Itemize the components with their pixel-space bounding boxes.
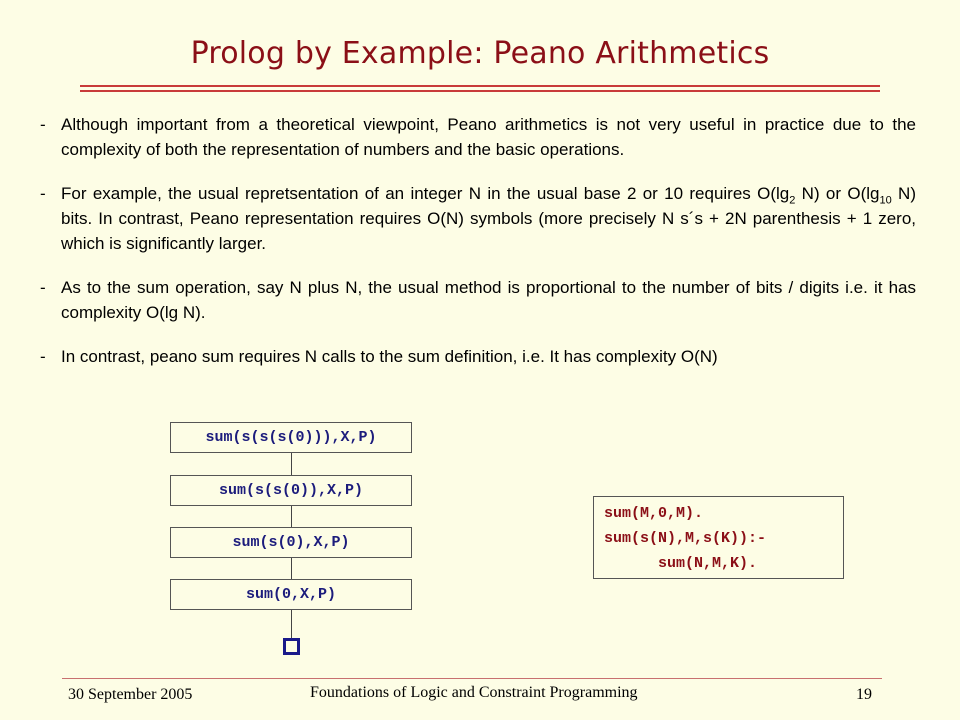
program-clause: sum(N,M,K). (604, 555, 758, 572)
bullet-text: In contrast, peano sum requires N calls to the sum definition, i.e. It has complexity O(N) (61, 347, 718, 366)
tree-connector (291, 610, 292, 638)
slide-title: Prolog by Example: Peano Arithmetics (190, 36, 770, 71)
tree-connector (291, 557, 292, 579)
bullet-item-4 (40, 344, 916, 369)
bullet-item-3 (40, 275, 916, 325)
bullet-item-2 (40, 181, 916, 256)
subscript: 2 (789, 194, 796, 207)
program-clause: sum(M,0,M). (604, 505, 704, 522)
bullet-list (40, 112, 916, 388)
bullet-dash: - (40, 347, 46, 366)
bullet-text: Although important from a theoretical viewpoint, Peano arithmetics is not very useful in practice due to the complexity of both the representation of numbers and the basic operations. (61, 115, 916, 159)
bullet-text-part: N) or O(lg (795, 184, 880, 203)
footer-date: 30 September 2005 (68, 686, 193, 703)
page-number: 19 (856, 686, 872, 703)
title-underline-top (80, 85, 880, 87)
title-underline-bottom (80, 90, 880, 92)
tree-connector (291, 505, 292, 527)
bullet-text-part: For example, the usual repretsentation of an integer N in the usual base 2 or 10 requires O(lg (61, 184, 790, 203)
tree-connector (291, 452, 292, 476)
bullet-dash: - (40, 184, 46, 203)
bullet-item-1 (40, 112, 916, 162)
success-leaf-icon (283, 638, 300, 655)
program-box (593, 496, 844, 579)
bullet-dash: - (40, 115, 46, 134)
goal-node: sum(0,X,P) (170, 579, 412, 610)
bullet-text-part: N) bits. In contrast, Peano representation requires O(N) symbols (more precisely N s´s + 2N parenthesis + 1 zero, which is significantly larger. (61, 184, 916, 253)
program-clause: sum(s(N),M,s(K)):- (604, 530, 767, 547)
bullet-text: As to the sum operation, say N plus N, the usual method is proportional to the number of bits / digits i.e. it has complexity O(lg N). (61, 278, 916, 322)
goal-node: sum(s(s(s(0))),X,P) (170, 422, 412, 453)
goal-node: sum(s(s(0)),X,P) (170, 475, 412, 506)
bullet-dash: - (40, 278, 46, 297)
footer-divider (62, 678, 882, 679)
subscript: 10 (879, 194, 892, 207)
goal-node: sum(s(0),X,P) (170, 527, 412, 558)
footer-course: Foundations of Logic and Constraint Programming (310, 684, 638, 701)
